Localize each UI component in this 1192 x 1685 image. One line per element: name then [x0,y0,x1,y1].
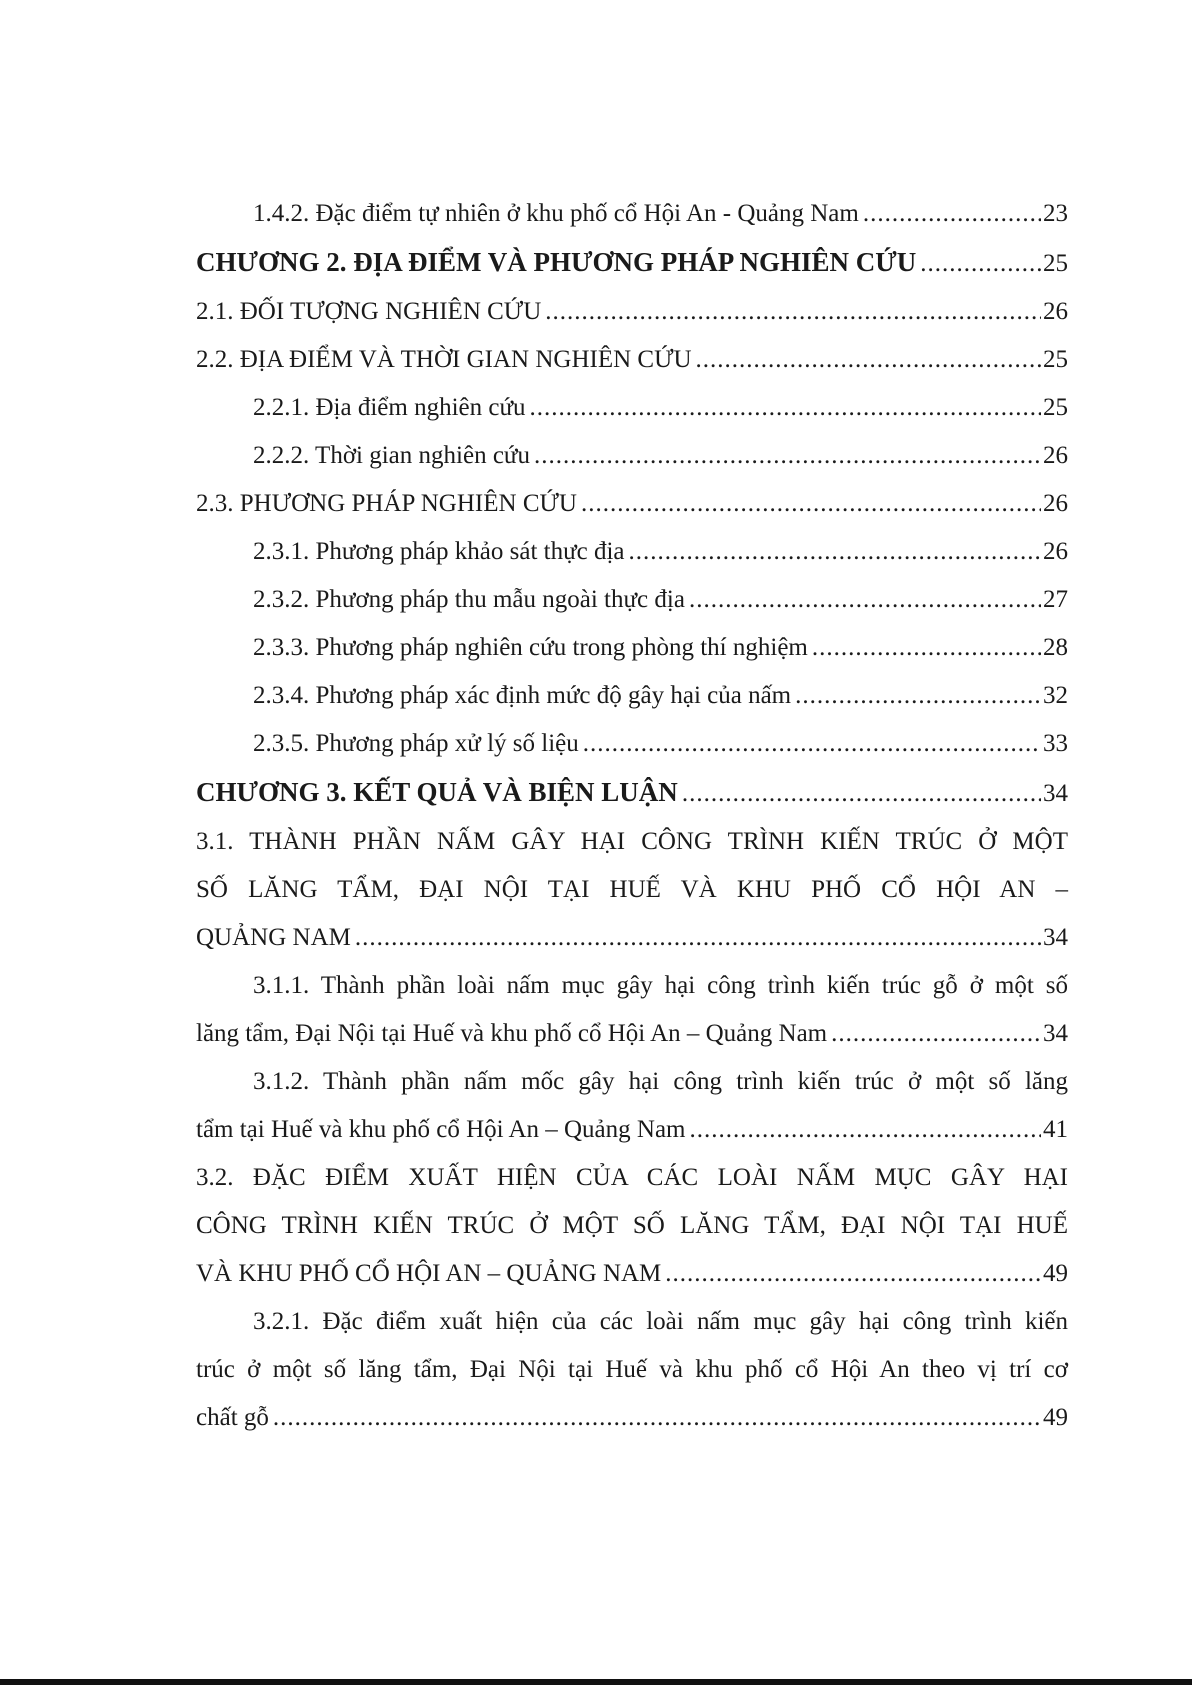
toc-page-number: 26 [1043,298,1068,325]
toc-line [196,1250,1068,1298]
toc-line [253,672,1068,720]
toc-entry-title-line-1: 3.1. THÀNH PHẦN NẤM GÂY HẠI CÔNG TRÌNH KIẾN TRÚC Ở MỘT [196,828,1068,855]
toc-page-number: 41 [1043,1116,1068,1143]
toc-entry[interactable] [196,288,1068,336]
toc-entry-title-line-3: chất gỗ [196,1404,269,1431]
toc-line [196,1010,1068,1058]
toc-page-number: 25 [1043,394,1068,421]
toc-entry-title-line-1: 3.1.2. Thành phần nấm mốc gây hại công trình kiến trúc ở một số lăng [253,1068,1068,1095]
toc-page-number: 33 [1043,730,1068,757]
toc-entry-title-line-1: 3.2.1. Đặc điểm xuất hiện của các loài nấm mục gây hại công trình kiến [253,1308,1068,1335]
dot-leader [795,672,1041,720]
toc-page-number: 26 [1043,442,1068,469]
toc-entry-title: 2.3.4. Phương pháp xác định mức độ gây hại của nấm [253,682,792,709]
dot-leader [682,770,1041,818]
toc-line [253,384,1068,432]
toc-line [196,768,1068,818]
toc-entry[interactable] [196,528,1068,576]
toc-entry[interactable] [196,962,1068,1058]
dot-leader [273,1394,1041,1442]
dot-leader [696,336,1041,384]
toc-entry-title: CHƯƠNG 2. ĐỊA ĐIỂM VÀ PHƯƠNG PHÁP NGHIÊN CỨU [196,247,917,277]
dot-leader [545,288,1041,336]
toc-entry-title-line-3: VÀ KHU PHỐ CỔ HỘI AN – QUẢNG NAM [196,1260,662,1287]
toc-page-number: 25 [1043,250,1068,277]
dot-leader [629,528,1041,576]
toc-line [253,576,1068,624]
toc-entry-title-line-2: CÔNG TRÌNH KIẾN TRÚC Ở MỘT SỐ LĂNG TẨM, ĐẠI NỘI TẠI HUẾ [196,1212,1068,1239]
toc-entry-title: CHƯƠNG 3. KẾT QUẢ VÀ BIỆN LUẬN [196,777,678,807]
toc-entry-title: 2.3. PHƯƠNG PHÁP NGHIÊN CỨU [196,490,577,517]
dot-leader [812,624,1041,672]
toc-line [253,528,1068,576]
table-of-contents [196,190,1068,1442]
toc-entry[interactable] [196,1154,1068,1298]
toc-page-number: 28 [1043,634,1068,661]
toc-page-number: 27 [1043,586,1068,613]
toc-entry-title: 1.4.2. Đặc điểm tự nhiên ở khu phố cổ Hội An - Quảng Nam [253,200,859,227]
toc-page-number: 49 [1043,1404,1068,1431]
dot-leader [665,1250,1041,1298]
toc-page-number: 25 [1043,346,1068,373]
toc-entry[interactable] [196,1058,1068,1154]
toc-page-number: 26 [1043,490,1068,517]
toc-line [196,336,1068,384]
toc-entry-title: 2.2.1. Địa điểm nghiên cứu [253,394,526,421]
toc-page-number: 49 [1043,1260,1068,1287]
page-bottom-border [0,1679,1192,1685]
dot-leader [581,480,1041,528]
toc-entry[interactable] [196,576,1068,624]
toc-entry-title: 2.2. ĐỊA ĐIỂM VÀ THỜI GIAN NGHIÊN CỨU [196,346,692,373]
toc-line [253,432,1068,480]
toc-line [196,914,1068,962]
toc-entry-title: 2.3.5. Phương pháp xử lý số liệu [253,730,579,757]
toc-entry-title: 2.1. ĐỐI TƯỢNG NGHIÊN CỨU [196,298,542,325]
toc-chapter-entry[interactable] [196,768,1068,818]
toc-entry[interactable] [196,624,1068,672]
toc-entry-title: 2.2.2. Thời gian nghiên cứu [253,442,530,469]
toc-entry-title-line-1: 3.1.1. Thành phần loài nấm mục gây hại công trình kiến trúc gỗ ở một số [253,972,1068,999]
dot-leader [689,576,1041,624]
toc-page-number: 34 [1043,924,1068,951]
toc-entry[interactable] [196,720,1068,768]
toc-entry-title-line-1: 3.2. ĐẶC ĐIỂM XUẤT HIỆN CỦA CÁC LOÀI NẤM MỤC GÂY HẠI [196,1164,1068,1191]
toc-entry-title: 2.3.3. Phương pháp nghiên cứu trong phòng thí nghiệm [253,634,808,661]
toc-entry[interactable] [196,818,1068,962]
dot-leader [355,914,1041,962]
toc-line [253,190,1068,238]
toc-line [253,720,1068,768]
toc-entry-title-line-2: SỐ LĂNG TẨM, ĐẠI NỘI TẠI HUẾ VÀ KHU PHỐ CỔ HỘI AN – [196,876,1068,903]
toc-line [196,1106,1068,1154]
toc-line [196,288,1068,336]
dot-leader [831,1010,1041,1058]
toc-entry[interactable] [196,190,1068,238]
toc-entry-title-line-2: lăng tẩm, Đại Nội tại Huế và khu phố cổ Hội An – Quảng Nam [196,1020,828,1047]
toc-page-number: 32 [1043,682,1068,709]
toc-page-number: 26 [1043,538,1068,565]
toc-entry-title-line-3: QUẢNG NAM [196,924,351,951]
toc-entry-title: 2.3.1. Phương pháp khảo sát thực địa [253,538,625,565]
dot-leader [583,720,1041,768]
toc-page-number: 34 [1043,780,1068,807]
toc-page-number: 23 [1043,200,1068,227]
toc-entry[interactable] [196,384,1068,432]
toc-entry-title-line-2: trúc ở một số lăng tẩm, Đại Nội tại Huế và khu phố cổ Hội An theo vị trí cơ [196,1356,1068,1383]
toc-line [196,238,1068,288]
dot-leader [863,190,1041,238]
toc-entry-title: 2.3.2. Phương pháp thu mẫu ngoài thực địa [253,586,685,613]
dot-leader [534,432,1041,480]
toc-line [196,1394,1068,1442]
toc-entry[interactable] [196,1298,1068,1442]
dot-leader [530,384,1041,432]
toc-entry[interactable] [196,432,1068,480]
toc-entry[interactable] [196,336,1068,384]
toc-chapter-entry[interactable] [196,238,1068,288]
dot-leader [690,1106,1042,1154]
toc-entry-title-line-2: tẩm tại Huế và khu phố cổ Hội An – Quảng Nam [196,1116,686,1143]
toc-entry[interactable] [196,672,1068,720]
toc-page-number: 34 [1043,1020,1068,1047]
toc-entry[interactable] [196,480,1068,528]
dot-leader [920,240,1041,288]
toc-line [196,480,1068,528]
toc-line [253,624,1068,672]
